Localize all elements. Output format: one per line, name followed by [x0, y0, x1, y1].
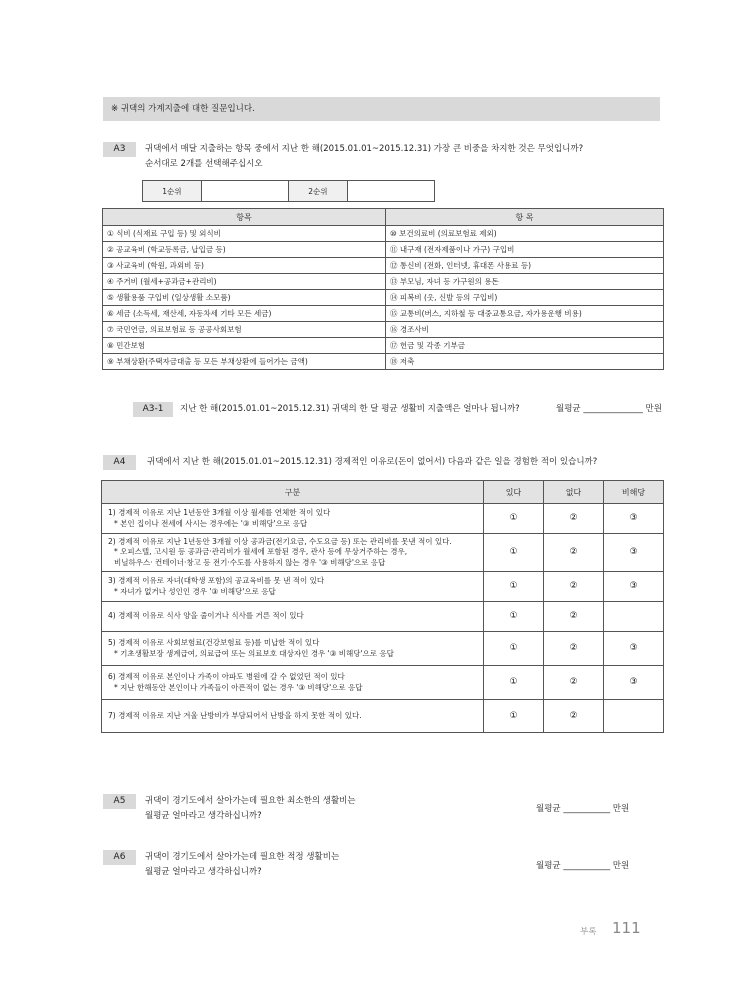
question-text-a4: 귀댁에서 지난 한 해(2015.01.01~2015.12.31) 경제적인 이유로(돈이 없어서) 다음과 같은 일을 경험한 적이 있습니까? [147, 457, 598, 467]
option-no[interactable]: ② [544, 572, 604, 602]
experience-item-text: 4) 경제적 이유로 식사 양을 줄이거나 식사를 거른 적이 있다 [108, 611, 304, 621]
experience-item-text: 6) 경제적 이유로 본인이나 가족이 아파도 병원에 갈 수 없었던 적이 있다 [108, 672, 345, 681]
items-header-right: 항 목 [386, 209, 664, 226]
option-no[interactable]: ② [544, 534, 604, 572]
question-text-a6-line1: 귀댁이 경기도에서 살아가는데 필요한 적정 생활비는 [145, 852, 340, 862]
option-no[interactable]: ② [544, 666, 604, 700]
experience-item [102, 666, 484, 700]
item-right: ⑯ 경조사비 [386, 322, 664, 338]
items-row [103, 322, 664, 338]
col-na-header: 비해당 [604, 481, 664, 504]
option-yes[interactable]: ① [484, 700, 544, 733]
item-left: ⑨ 부채상환(주택자금대출 등 모든 부채상환에 들어가는 금액) [103, 354, 386, 370]
item-right: ⑭ 피복비 (옷, 신발 등의 구입비) [386, 290, 664, 306]
option-yes[interactable]: ① [484, 666, 544, 700]
item-right: ⑰ 헌금 및 각종 기부금 [386, 338, 664, 354]
items-body [103, 226, 664, 370]
experience-row [102, 602, 664, 632]
option-na[interactable]: ③ [604, 572, 664, 602]
item-right: ⑱ 저축 [386, 354, 664, 370]
question-text-a3-1: 지난 한 해(2015.01.01~2015.12.31) 귀댁의 한 달 평균 생활비 지출액은 얼마나 됩니까? [180, 404, 520, 414]
items-row [103, 338, 664, 354]
item-left: ⑦ 국민연금, 의료보험료 등 공공사회보험 [103, 322, 386, 338]
answer-a3-1[interactable]: 월평균 ______________ 만원 [556, 404, 662, 414]
rank2-answer-box[interactable] [347, 181, 434, 202]
experience-item-note: * 자녀가 없거나 성인인 경우 '③ 비해당'으로 응답 [114, 586, 276, 596]
experience-item-note: * 오피스텔, 고시원 등 공과금·관리비가 월세에 포함된 경우, 관사 등에 무상거주하는 경우, [114, 547, 408, 557]
experience-item [102, 504, 484, 534]
option-na[interactable]: ③ [604, 534, 664, 572]
option-no[interactable]: ② [544, 504, 604, 534]
experience-item-note: 비닐하우스· 컨테이너·창고 등 전기·수도를 사용하지 않는 경우 '③ 비해당'으로 응답 [114, 557, 386, 567]
items-row [103, 226, 664, 242]
experience-item-note: * 기초생활보장 생계급여, 의료급여 또는 의료보호 대상자인 경우 '③ 비해당'으로 응답 [114, 648, 394, 658]
items-row [103, 290, 664, 306]
question-text-a3 [145, 142, 665, 172]
option-na[interactable]: ③ [604, 504, 664, 534]
option-na [604, 700, 664, 733]
item-left: ⑧ 민간보험 [103, 338, 386, 354]
item-right: ⑩ 보건의료비 (의료보험료 제외) [386, 226, 664, 242]
item-right: ⑪ 내구재 (전자제품이나 가구) 구입비 [386, 242, 664, 258]
experience-row [102, 572, 664, 602]
items-row [103, 242, 664, 258]
answer-a5[interactable]: 월평균 ___________ 만원 [536, 804, 630, 814]
items-row [103, 258, 664, 274]
experience-item-note: * 본인 집이나 전세에 사시는 경우에는 '③ 비해당'으로 응답 [114, 518, 308, 528]
item-left: ③ 사교육비 (학원, 과외비 등) [103, 258, 386, 274]
question-label-a6: A6 [103, 850, 136, 865]
option-yes[interactable]: ① [484, 602, 544, 632]
experience-item-text: 2) 경제적 이유로 지난 1년동안 3개월 이상 공과금(전기요금, 수도요금 등) 또는 관리비를 못낸 적이 있다. [108, 536, 452, 546]
question-text-a5 [145, 794, 356, 824]
experience-item-text: 5) 경제적 이유로 사회보험료(건강보험료 등)를 미납한 적이 있다 [108, 638, 320, 647]
question-text-a3-line1: 귀댁에서 매달 지출하는 항목 중에서 지난 한 해(2015.01.01~2015.12.31) 가장 큰 비중을 차지한 것은 무엇입니까? [145, 144, 584, 154]
col-no-header: 없다 [544, 481, 604, 504]
option-yes[interactable]: ① [484, 632, 544, 666]
question-label-a5: A5 [103, 794, 136, 809]
option-yes[interactable]: ① [484, 504, 544, 534]
item-left: ② 공교육비 (학교등록금, 납입금 등) [103, 242, 386, 258]
items-row [103, 274, 664, 290]
option-na[interactable]: ③ [604, 632, 664, 666]
experience-item [102, 534, 484, 572]
question-label-a3-1: A3-1 [133, 402, 173, 417]
rank2-label: 2순위 [288, 181, 347, 202]
question-text-a6-line2: 월평균 얼마라고 생각하십니까? [145, 867, 262, 877]
item-right: ⑮ 교통비(버스, 지하철 등 대중교통요금, 자가용운행 비용) [386, 306, 664, 322]
page-number: 111 [612, 919, 641, 937]
rank1-answer-box[interactable] [201, 181, 288, 202]
item-left: ⑤ 생활용품 구입비 (일상생활 소모품) [103, 290, 386, 306]
expense-items-table [102, 208, 664, 370]
section-banner: ※ 귀댁의 가계지출에 대한 질문입니다. [103, 97, 660, 121]
item-left: ① 식비 (식재료 구입 등) 및 외식비 [103, 226, 386, 242]
rank1-label: 1순위 [143, 181, 202, 202]
experience-item [102, 632, 484, 666]
question-text-a3-line2: 순서대로 2개를 선택해주십시오 [145, 159, 263, 169]
question-text-a5-line1: 귀댁이 경기도에서 살아가는데 필요한 최소한의 생활비는 [145, 796, 356, 806]
experience-row [102, 700, 664, 733]
item-right: ⑫ 통신비 (전화, 인터넷, 휴대폰 사용료 등) [386, 258, 664, 274]
col-item-header: 구분 [102, 481, 484, 504]
experience-item-text: 1) 경제적 이유로 지난 1년동안 3개월 이상 월세를 연체한 적이 있다 [108, 508, 331, 517]
item-left: ⑥ 세금 (소득세, 재산세, 자동차세 기타 모든 세금) [103, 306, 386, 322]
rank-answer-table [142, 180, 435, 202]
option-no[interactable]: ② [544, 602, 604, 632]
experience-item-text: 3) 경제적 이유로 자녀(대학생 포함)의 공교육비를 못 낸 적이 있다 [108, 576, 325, 585]
option-na [604, 602, 664, 632]
experience-row [102, 632, 664, 666]
experience-table [101, 480, 664, 733]
option-yes[interactable]: ① [484, 534, 544, 572]
experience-body [102, 504, 664, 733]
item-right: ⑬ 부모님, 자녀 등 가구원의 용돈 [386, 274, 664, 290]
footer-section: 부록 [580, 927, 597, 937]
option-yes[interactable]: ① [484, 572, 544, 602]
option-no[interactable]: ② [544, 700, 604, 733]
items-row [103, 306, 664, 322]
item-left: ④ 주거비 (월세+공과금+관리비) [103, 274, 386, 290]
option-no[interactable]: ② [544, 632, 604, 666]
experience-item [102, 700, 484, 733]
experience-item-note: * 지난 한해동안 본인이나 가족들이 아픈적이 없는 경우 '③ 비해당'으로 응답 [114, 682, 363, 692]
question-text-a6 [145, 850, 339, 880]
experience-row [102, 534, 664, 572]
experience-item-text: 7) 경제적 이유로 지난 겨울 난방비가 부담되어서 난방을 하지 못한 적이 있다. [108, 710, 362, 720]
experience-row [102, 666, 664, 700]
experience-item [102, 572, 484, 602]
question-label-a3: A3 [103, 142, 136, 157]
items-header-left: 항목 [103, 209, 386, 226]
col-yes-header: 있다 [484, 481, 544, 504]
items-row [103, 354, 664, 370]
option-na[interactable]: ③ [604, 666, 664, 700]
experience-row [102, 504, 664, 534]
question-label-a4: A4 [103, 455, 136, 470]
experience-item [102, 602, 484, 632]
question-text-a5-line2: 월평균 얼마라고 생각하십니까? [145, 811, 262, 821]
answer-a6[interactable]: 월평균 ___________ 만원 [536, 861, 630, 871]
